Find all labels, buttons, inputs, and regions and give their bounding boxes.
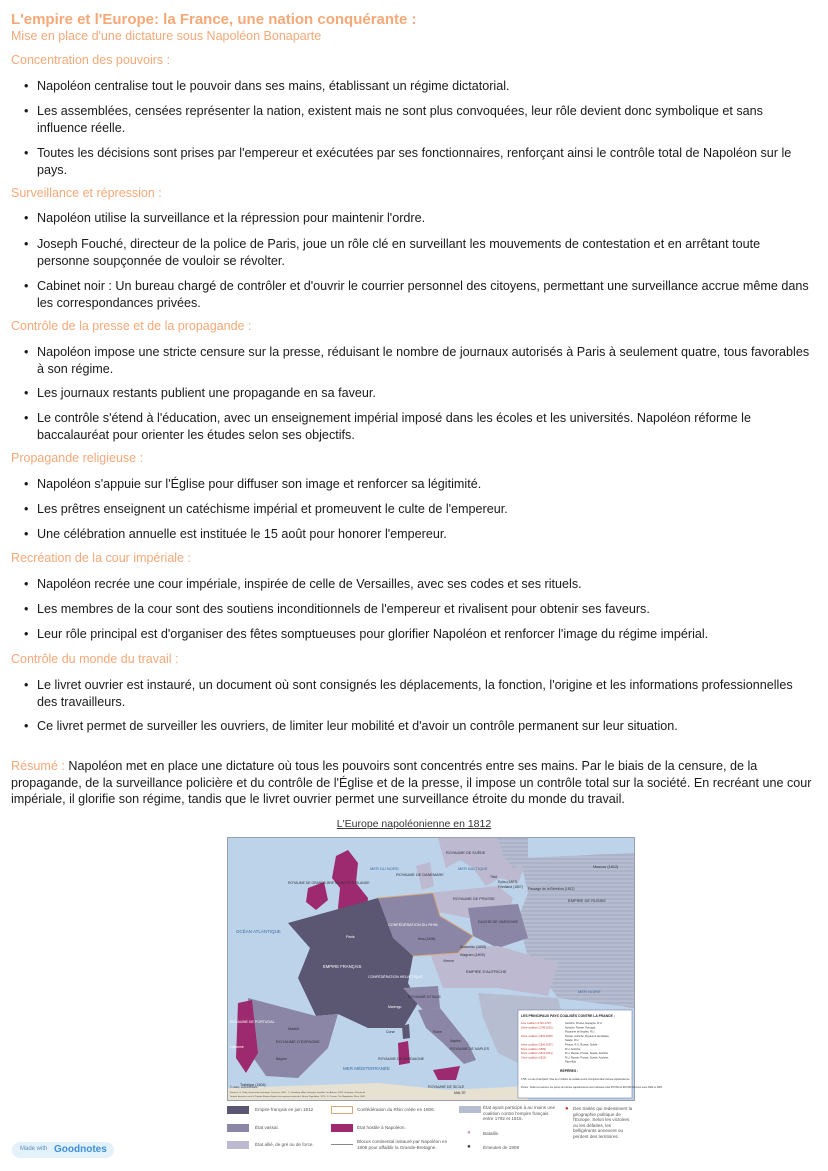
coalition-countries: Suède, R.U. — [565, 1039, 580, 1043]
map-label-portugal: ROYAUME DE PORTUGAL — [230, 1020, 275, 1024]
bullet-dot: • — [24, 627, 29, 641]
summary-text: Napoléon met en place une dictature où tous les pouvoirs sont concentrés entre ses mains. Par le biais de la censure, de la propagande, de la surveillance policière et du contrôle de l'Église et de la presse, il impose un contrôle total sur la société. En recréant une cour impériale, il glorifie son régime, tandis que le livret ouvrier permet une surveillance étroite du monde du travail. — [11, 759, 812, 806]
bullet-dot: • — [24, 411, 29, 425]
map-label-noire: MER NOIRE — [578, 989, 601, 994]
map-label-italie: ROYAUME D'ITALIE — [408, 995, 441, 999]
corsica-land — [402, 1024, 410, 1039]
map-label-rome: Rome — [433, 1030, 443, 1034]
map-label-prusse: ROYAUME DE PRUSSE — [453, 897, 495, 901]
bullet-dot: • — [24, 79, 29, 93]
bullet-text: Le livret ouvrier est instauré, un document où sont consignés les déplacements, la fonction, l'origine et les informations professionnelles des travailleurs. — [37, 678, 793, 709]
map-label-naples-city: Naples — [450, 1039, 461, 1043]
map-label-iena: Iéna (1806) — [418, 937, 436, 941]
europe-map-svg — [228, 838, 663, 1100]
bullet-item — [24, 344, 814, 377]
coalition-countries: R.U. Russie, Prusse, Suède, Autriche — [565, 1052, 609, 1056]
map-label-nord: MER DU NORD — [370, 866, 399, 871]
bullet-text: Napoléon utilise la surveillance et la répression pour maintenir l'ordre. — [37, 211, 426, 225]
bullet-item — [24, 236, 814, 269]
map-label-sicile: ROYAUME DE SICILE — [428, 1085, 465, 1089]
bullet-dot: • — [24, 502, 29, 516]
map-label-danemark: ROYAUME DE DANEMARK — [396, 873, 444, 877]
map-label-marengo: Marengo — [388, 1005, 402, 1009]
bullet-dot: • — [24, 386, 29, 400]
map-title: L'Europe napoléonienne en 1812 — [336, 818, 492, 830]
bullet-dot: • — [24, 527, 29, 541]
map-label-suede: ROYAUME DE SUÈDE — [446, 851, 486, 855]
bullet-text: Le contrôle s'étend à l'éducation, avec un enseignement impérial imposé dans les écoles et les universités. Napoléon réforme le baccalauréat pour orienter les études selon ses objectifs. — [37, 411, 751, 442]
coalition-countries: Pays-Bas — [565, 1060, 577, 1064]
bullet-dot: • — [24, 279, 29, 293]
summary-paragraph — [11, 758, 816, 808]
battle-icon: ✕ — [467, 1130, 471, 1135]
map-label-wagram: Wagram (1809) — [460, 953, 485, 957]
bullet-item — [24, 526, 814, 543]
bullet-dot: • — [24, 104, 29, 118]
treaty-icon: ● — [565, 1106, 569, 1112]
bullet-text: Napoléon centralise tout le pouvoir dans ses mains, établissant un régime dictatorial. — [37, 79, 510, 93]
map-label-eylau: Eylau (1807) — [498, 880, 518, 884]
section-heading: Recréation de la cour impériale : — [11, 551, 191, 565]
map-label-suisse: CONFÉDÉRATION HELVÉTIQUE — [368, 975, 423, 979]
coalition-countries: R.U. Autriche — [565, 1047, 581, 1051]
bullet-item — [24, 718, 814, 735]
coalition-name: 2ème coalition (1798-1802) — [521, 1026, 553, 1030]
map-credit-2: Sources: G. Duby, Grand atlas historique, Larousse, 2001 ; C. Grataloup, Atlas historique mondial, Les Arènes, 2019 ; Hourquin, Pensée de — [230, 1092, 366, 1094]
legend-swatch-empire — [227, 1106, 249, 1114]
bullet-item — [24, 103, 814, 136]
map-credit-1: © Hatier, Lelivrescolaire — [230, 1086, 258, 1089]
map-label-autriche: EMPIRE D'AUTRICHE — [466, 969, 507, 974]
coalition-name: 1ère coalition (1792-1797) — [521, 1022, 552, 1025]
bullet-text: Joseph Fouché, directeur de la police de Paris, joue un rôle clé en surveillant les mouvements de contestation et en arrêtant toute personne soupçonnée de vouloir se révolter. — [37, 237, 761, 268]
bullet-text: Toutes les décisions sont prises par l'empereur et exécutées par ses fonctionnaires, renforçant ainsi le contrôle total de Napoléon sur le pays. — [37, 146, 792, 177]
map-label-france: EMPIRE FRANÇAIS — [323, 964, 362, 969]
goodnotes-badge — [12, 1142, 114, 1158]
map-label-paris: Paris — [346, 935, 355, 939]
legend-swatch-blocus — [331, 1144, 353, 1145]
coalition-countries: Prusse, R.U. Russie, Suède — [565, 1043, 598, 1047]
page-title: L'empire et l'Europe: la France, une nation conquérante : — [11, 11, 417, 28]
bullet-dot: • — [24, 719, 29, 733]
bullet-item — [24, 145, 814, 178]
coalition-name: 5ème coalition (1809) — [521, 1047, 546, 1051]
legend-rhin: Confédération du Rhin créée en 1806. — [357, 1107, 435, 1112]
bullet-item — [24, 210, 814, 227]
coalition-box — [518, 1010, 663, 1098]
bullet-dot: • — [24, 577, 29, 591]
map-label-sardaigne: ROYAUME DE SARDAIGNE — [378, 1057, 425, 1061]
bullet-item — [24, 501, 814, 518]
legend-blocus: Blocus continental instauré par Napoléon en 1806 pour affaiblir la Grande-Bretagne. — [357, 1139, 448, 1150]
bullet-dot: • — [24, 477, 29, 491]
summary-label: Résumé : — [11, 759, 65, 773]
bullet-dot: • — [24, 146, 29, 160]
legend-hostile: État hostile à Napoléon. — [357, 1125, 406, 1130]
bullet-dot: • — [24, 678, 29, 692]
bullet-item — [24, 476, 814, 493]
bullet-text: Les journaux restants publient une propagande en sa faveur. — [37, 386, 376, 400]
map-label-rhin: CONFÉDÉRATION DU RHIN — [388, 923, 438, 927]
bullet-dot: • — [24, 211, 29, 225]
coalition-countries: Russie, Autriche, Royaume de Naples, — [565, 1034, 610, 1038]
bullet-text: Napoléon impose une stricte censure sur la presse, réduisant le nombre de journaux autorisés à Paris à seulement quatre, tous favorables à son régime. — [37, 345, 810, 376]
legend-traites: Des traités qui redessinent la géographie politique de l'Europe. Selon les victoires ou les défaites, les belligérants annexent ou perdent des territoires. — [573, 1106, 633, 1139]
bullet-dot: • — [24, 345, 29, 359]
page-subtitle: Mise en place d'une dictature sous Napoléon Bonaparte — [11, 29, 322, 43]
map-label-vienne: Vienne — [443, 959, 455, 963]
map-label-lisbonne: Lisbonne — [230, 1045, 244, 1049]
bullet-item — [24, 278, 814, 311]
coalition-name: 4ème coalition (1806-1807) — [521, 1043, 553, 1047]
map-label-baylen: Baylen — [276, 1057, 287, 1061]
coalition-countries: Royaume de Naples, R.U. — [565, 1030, 596, 1034]
bullet-text: Les prêtres enseignent un catéchisme impérial et promeuvent le culte de l'empereur. — [37, 502, 508, 516]
map-label-tilsit: Tilsit — [490, 875, 497, 879]
bullet-text: Napoléon recrée une cour impériale, inspirée de celle de Versailles, avec ses codes et ses rituels. — [37, 577, 582, 591]
legend-swatch-hostile — [331, 1124, 353, 1132]
map-label-malte: MALTE — [454, 1091, 466, 1095]
legend-swatch-rhin — [331, 1106, 353, 1114]
legend-empire: Empire français en juin 1812 — [255, 1107, 314, 1112]
europe-map — [227, 837, 663, 1101]
coalition-name: 3ème coalition (1804-1805) — [521, 1034, 553, 1038]
bullet-item — [24, 576, 814, 593]
section-heading: Contrôle du monde du travail : — [11, 652, 179, 666]
bullet-dot: • — [24, 602, 29, 616]
section-heading: Contrôle de la presse et de la propagande : — [11, 319, 252, 333]
bullet-item — [24, 410, 814, 443]
legend-bataille: Bataille. — [483, 1131, 500, 1136]
coalition-name: 7ème coalition (1815) — [521, 1056, 546, 1060]
map-label-baltique: MER BALTIQUE — [458, 866, 488, 871]
coalition-countries: Autriche, Prusse, Espagne, R.U. — [565, 1022, 603, 1025]
bullet-text: Les assemblées, censées représenter la nation, existent mais ne sont plus convoquées, leur rôle devient donc symbolique et sans influence réelle. — [37, 104, 763, 135]
map-label-moscou: Moscou (1812) — [593, 865, 619, 869]
repere-item-2: Pertes : Selon les sources, les pertes de l'armée napoléonienne sont estimées entre 670 000 et 915 000 hommes entre 1802 et 1815. — [521, 1086, 663, 1089]
bullet-text: Cabinet noir : Un bureau chargé de contrôler et d'ouvrir le courrier personnel des citoyens, permettant une surveillance accrue même dans les correspondances privées. — [37, 279, 809, 310]
legend-coalition: État ayant participé à au moins une coalition contre l'empire français entre 1792 et 1815. — [483, 1105, 556, 1121]
bullet-dot: • — [24, 237, 29, 251]
coalition-name: 6ème coalition (1812-1814) — [521, 1052, 553, 1056]
sardinia-land — [398, 1041, 410, 1065]
section-heading: Concentration des pouvoirs : — [11, 53, 171, 67]
map-label-atlantique: OCÉAN ATLANTIQUE — [236, 929, 281, 934]
section-heading: Propagande religieuse : — [11, 451, 144, 465]
map-label-med: MER MÉDITERRANÉE — [343, 1066, 391, 1071]
section-heading: Surveillance et répression : — [11, 186, 162, 200]
map-label-espagne: ROYAUME D'ESPAGNE — [276, 1039, 320, 1044]
map-credit-3: l'armée française sous le Premier Empire d'après les registres matricules, Revue Population, 1970 ; D. Cesaro, The Napoleonic Wars, 2001 — [230, 1096, 366, 1098]
bullet-text: Une célébration annuelle est instituée le 15 août pour honorer l'empereur. — [37, 527, 447, 541]
bullet-item — [24, 626, 814, 643]
coalition-countries: R.U. Russie, Prusse, Suède, Autriche, — [565, 1056, 609, 1060]
bullet-item — [24, 385, 814, 402]
riot-icon: ✹ — [467, 1144, 471, 1149]
badge-made-with: Made with — [20, 1146, 48, 1152]
bullet-item — [24, 78, 814, 95]
bullet-text: Napoléon s'appuie sur l'Église pour diffuser son image et renforcer sa légitimité. — [37, 477, 482, 491]
legend-swatch-coalition — [459, 1106, 481, 1113]
bullet-text: Leur rôle principal est d'organiser des fêtes somptueuses pour glorifier Napoléon et renforcer l'image du régime impérial. — [37, 627, 709, 641]
repere-item-1: 1798 : Loi de conscription. Plus de 2 millions de soldats seront incorporés dans l'armée napoléonienne. — [521, 1078, 631, 1081]
map-label-friedland: Friedland (1807) — [498, 885, 523, 889]
map-label-austerlitz: Austerlitz (1805) — [460, 945, 487, 949]
map-label-trafalgar: Trafalgar (1805) — [240, 1083, 266, 1087]
map-label-berezina: Passage de la Bérézina (1812) — [528, 887, 575, 891]
legend-swatch-vassal — [227, 1124, 249, 1132]
badge-brand: Goodnotes — [54, 1144, 107, 1155]
legend-vassal: État vassal. — [255, 1125, 279, 1130]
map-label-naples: ROYAUME DE NAPLES — [450, 1047, 490, 1051]
bullet-text: Ce livret permet de surveiller les ouvriers, de limiter leur mobilité et d'avoir un contrôle permanent sur leur situation. — [37, 719, 678, 733]
map-label-gb: ROYAUME DE GRANDE-BRETAGNE ET D'IRLANDE — [288, 881, 370, 885]
reperes-title: REPÈRES : — [560, 1069, 579, 1073]
coalition-box-title: LES PRINCIPAUX PAYS COALISÉS CONTRE LA FRANCE : — [521, 1014, 615, 1018]
map-label-madrid: Madrid — [288, 1027, 299, 1031]
coalition-countries: Autriche, Russie, Portugal, — [565, 1026, 596, 1030]
map-label-corse: Corse — [386, 1030, 396, 1034]
legend-swatch-allie — [227, 1141, 249, 1149]
bullet-text: Les membres de la cour sont des soutiens inconditionnels de l'empereur et rivalisent pour obtenir ses faveurs. — [37, 602, 650, 616]
legend-emeutes: Émeutes de 1808 — [483, 1145, 520, 1150]
map-legend — [227, 1104, 633, 1164]
bullet-item — [24, 677, 814, 710]
bullet-item — [24, 601, 814, 618]
legend-allie: État allié, de gré ou de force. — [255, 1142, 314, 1147]
map-label-varsovie: DUCHÉ DE VARSOVIE — [478, 920, 519, 924]
map-label-russie: EMPIRE DE RUSSIE — [568, 898, 607, 903]
